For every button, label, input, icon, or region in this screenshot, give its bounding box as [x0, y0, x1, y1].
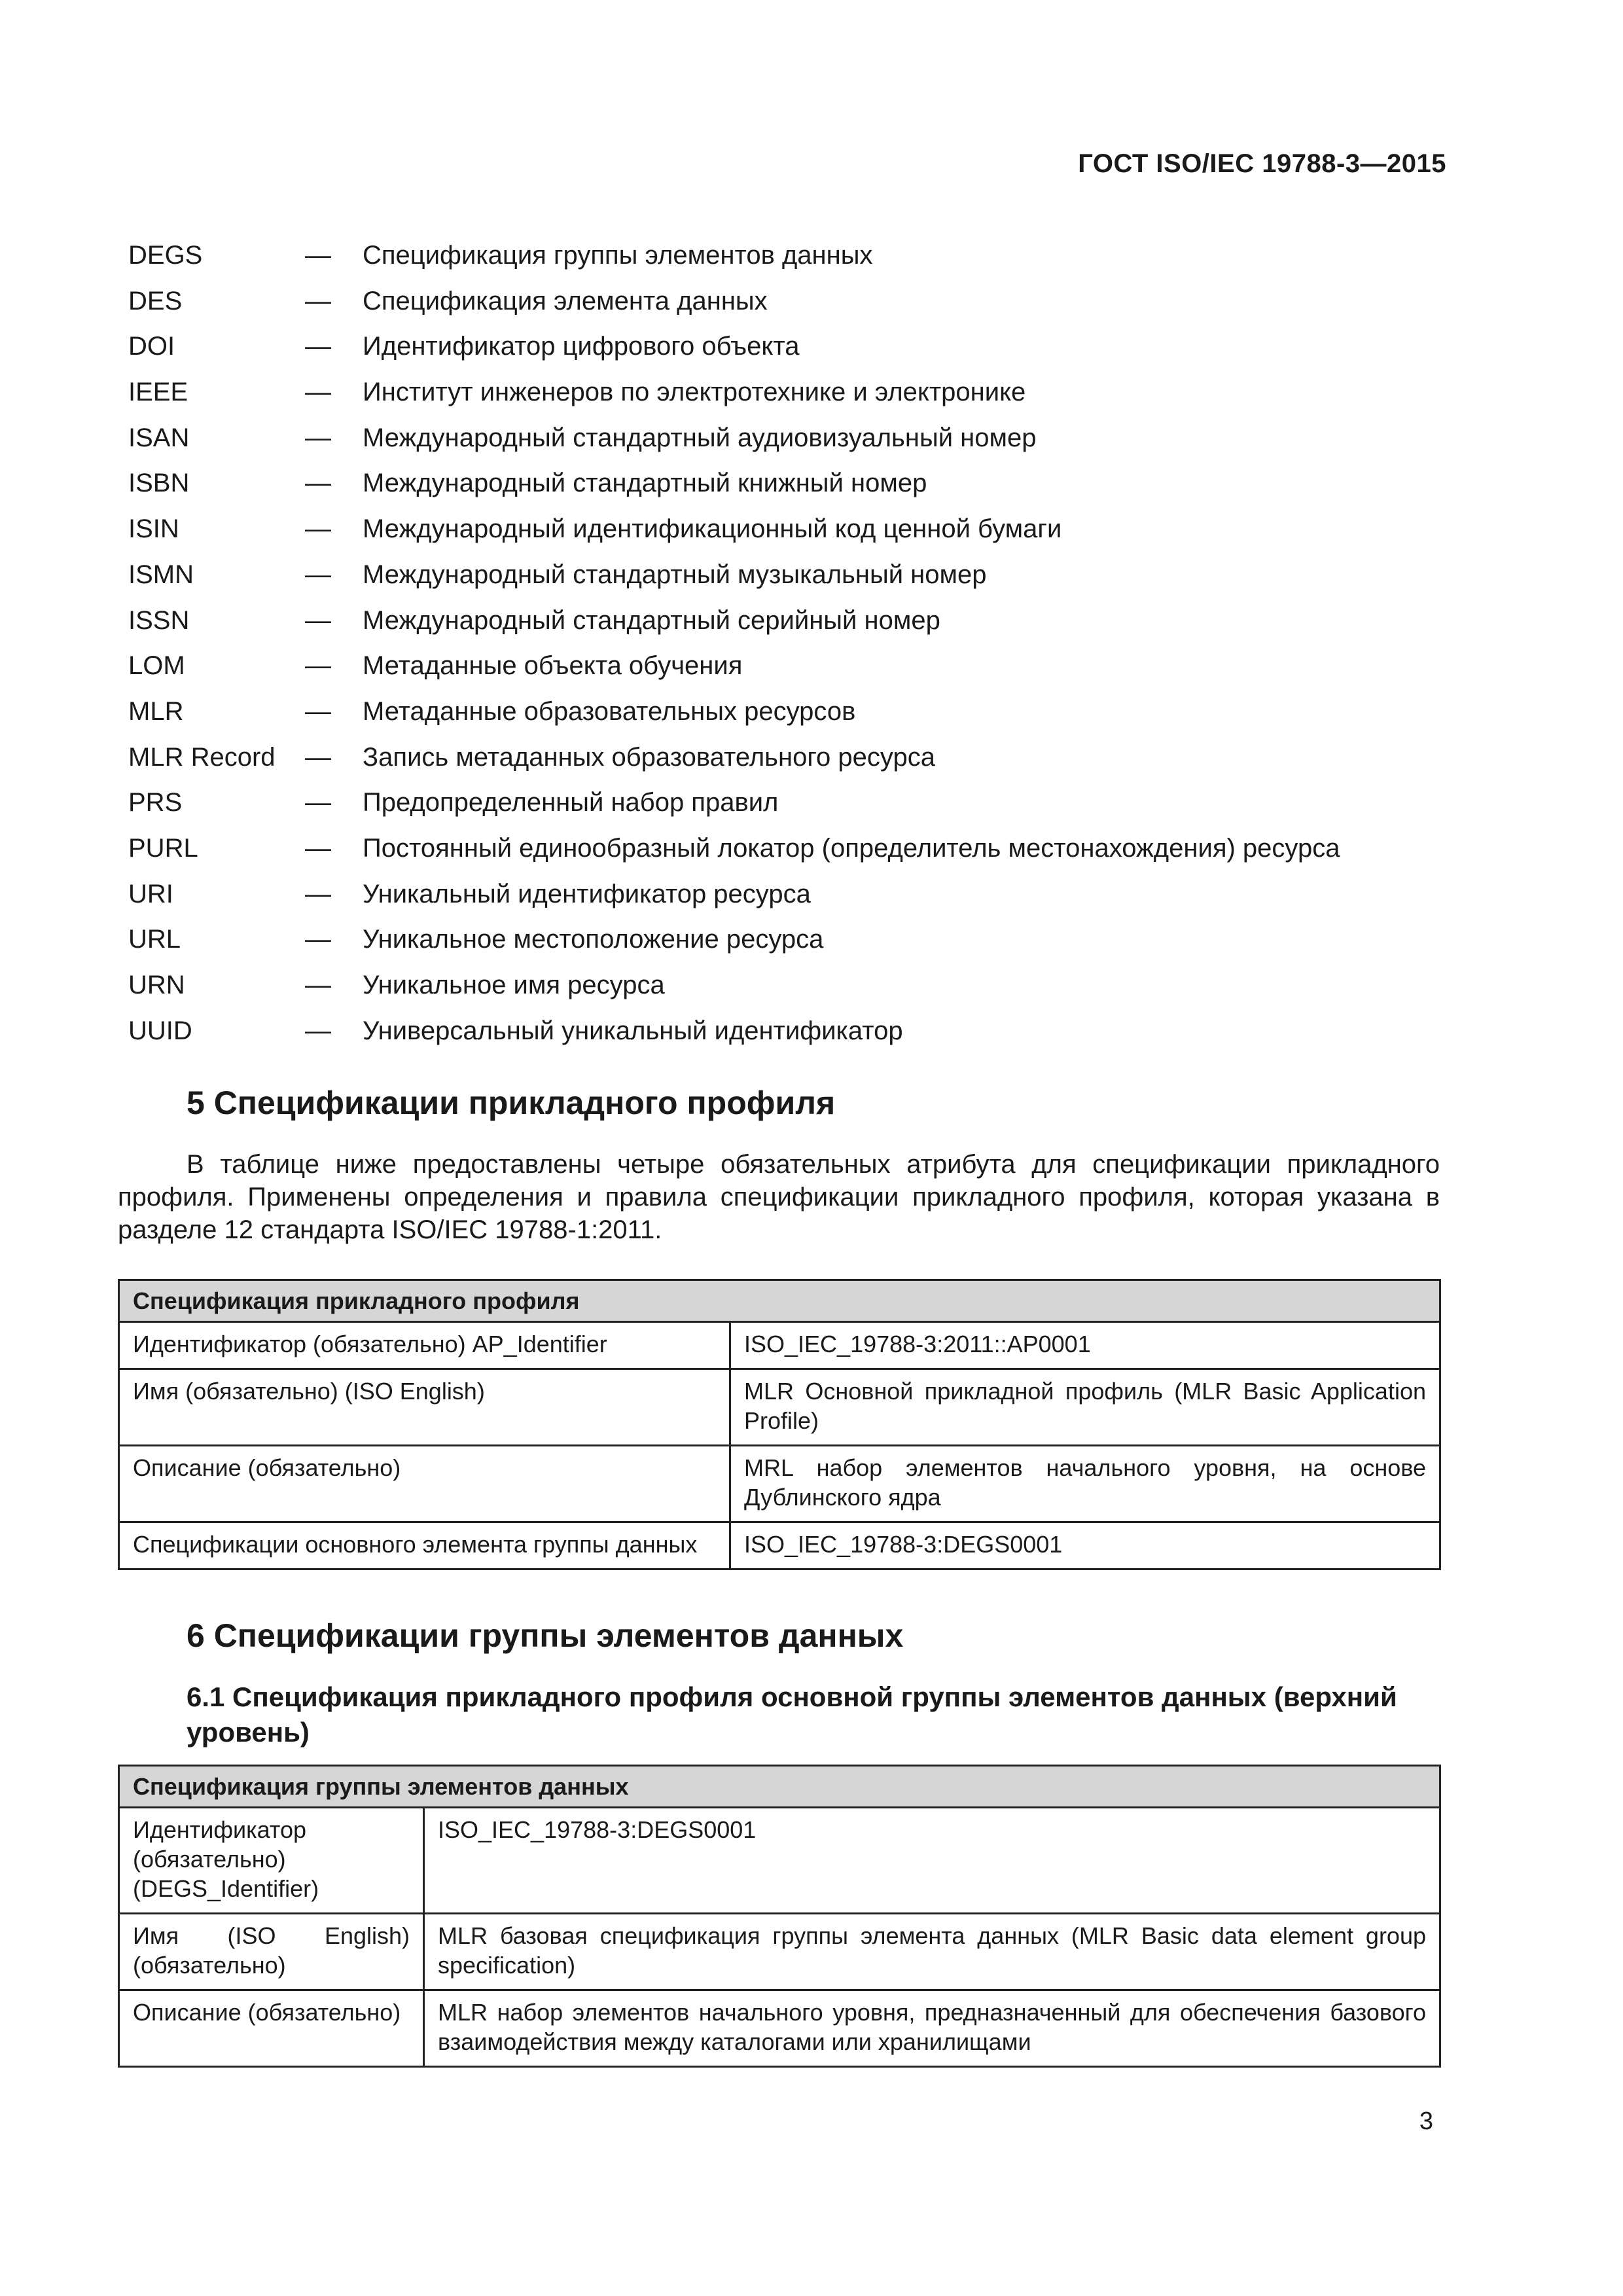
abbreviation-dash: — [305, 423, 331, 452]
document-id-header: ГОСТ ISO/IEC 19788-3—2015 [1078, 149, 1446, 178]
abbreviation-description: Международный идентификационный код ценной бумаги [363, 514, 1062, 544]
abbreviation-row [128, 780, 1437, 826]
attribute-label-cell: Описание (обязательно) [119, 1446, 730, 1522]
abbreviation-code: URL [128, 925, 181, 954]
abbreviation-dash: — [305, 286, 331, 315]
abbreviation-description: Международный стандартный аудиовизуальный номер [363, 423, 1037, 452]
section-5-paragraph: В таблице ниже предоставлены четыре обязательных атрибута для спецификации прикладного профиля. Применены определения и правила спецификации прикладного профиля, которая указана в разделе 12 стандарта ISO/IEC 19788-1:2011. [118, 1150, 1440, 1244]
table-row [119, 1446, 1440, 1522]
abbreviation-description: Спецификация элемента данных [363, 286, 768, 315]
attribute-value-cell: MRL набор элементов начального уровня, на основе Дублинского ядра [730, 1446, 1440, 1522]
abbreviation-dash: — [305, 332, 331, 361]
abbreviation-dash: — [305, 971, 331, 999]
attribute-value-cell: MLR базовая спецификация группы элемента данных (MLR Basic data element group specification) [424, 1914, 1440, 1990]
abbreviation-dash: — [305, 1016, 331, 1045]
table-row [119, 1990, 1440, 2067]
attribute-label-cell: Имя (обязательно) (ISO English) [119, 1369, 730, 1446]
abbreviation-row [128, 1009, 1437, 1054]
abbreviation-description: Метаданные объекта обучения [363, 651, 743, 681]
table-row [119, 1522, 1440, 1570]
abbreviation-dash: — [305, 651, 331, 681]
abbreviation-dash: — [305, 469, 331, 498]
attribute-value-cell: MLR набор элементов начального уровня, предназначенный для обеспечения базового взаимодействия между каталогами или хранилищами [424, 1990, 1440, 2067]
data-element-group-table [118, 1765, 1441, 2068]
abbreviation-code: ISAN [128, 423, 190, 452]
abbreviation-dash: — [305, 696, 331, 726]
abbreviation-code: PRS [128, 788, 183, 817]
abbreviation-dash: — [305, 788, 331, 817]
abbreviation-code: LOM [128, 651, 185, 681]
application-profile-table [118, 1279, 1441, 1570]
attribute-label-cell: Имя (ISO English) (обязательно) [119, 1914, 424, 1990]
abbreviation-code: DES [128, 286, 183, 315]
table-row [119, 1808, 1440, 1914]
abbreviation-description: Запись метаданных образовательного ресурса [363, 742, 935, 772]
abbreviation-description: Уникальное местоположение ресурса [363, 925, 824, 954]
attribute-label-cell: Идентификатор (обязательно) (DEGS_Identifier) [119, 1808, 424, 1914]
abbreviation-code: ISBN [128, 469, 190, 498]
attribute-value-cell: ISO_IEC_19788-3:DEGS0001 [730, 1522, 1440, 1570]
attribute-label-cell: Описание (обязательно) [119, 1990, 424, 2067]
abbreviation-code: ISMN [128, 560, 194, 589]
abbreviation-row [128, 416, 1437, 461]
abbreviation-description: Метаданные образовательных ресурсов [363, 696, 856, 726]
attribute-value-cell: ISO_IEC_19788-3:2011::AP0001 [730, 1322, 1440, 1369]
page-number: 3 [1419, 2108, 1433, 2135]
abbreviation-description: Спецификация группы элементов данных [363, 241, 873, 270]
abbreviation-code: UUID [128, 1016, 192, 1045]
abbreviation-dash: — [305, 378, 331, 407]
abbreviation-description: Предопределенный набор правил [363, 788, 779, 817]
abbreviation-row [128, 826, 1437, 872]
abbreviation-row [128, 643, 1437, 689]
abbreviation-row [128, 917, 1437, 963]
abbreviation-code: ISIN [128, 514, 179, 544]
table-row [119, 1322, 1440, 1369]
abbreviation-dash: — [305, 879, 331, 908]
table-header: Спецификация прикладного профиля [119, 1280, 1440, 1322]
abbreviation-row [128, 370, 1437, 416]
attribute-value-cell: ISO_IEC_19788-3:DEGS0001 [424, 1808, 1440, 1914]
abbreviation-row [128, 598, 1437, 644]
abbreviation-code: ISSN [128, 605, 190, 635]
attribute-label-cell: Идентификатор (обязательно) AP_Identifier [119, 1322, 730, 1369]
section-6-title: 6 Спецификации группы элементов данных [187, 1617, 904, 1654]
table-row [119, 1914, 1440, 1990]
abbreviation-description: Международный стандартный серийный номер [363, 605, 940, 635]
abbreviation-row [128, 963, 1437, 1009]
abbreviation-dash: — [305, 514, 331, 544]
abbreviation-row [128, 689, 1437, 735]
abbreviation-description: Постоянный единообразный локатор (определитель местонахождения) ресурса [363, 833, 1340, 863]
abbreviation-row [128, 552, 1437, 598]
abbreviation-dash: — [305, 742, 331, 772]
abbreviation-dash: — [305, 833, 331, 863]
abbreviation-description: Уникальное имя ресурса [363, 971, 665, 999]
attribute-label-cell: Спецификации основного элемента группы данных [119, 1522, 730, 1570]
abbreviation-code: MLR [128, 696, 184, 726]
section-5-title: 5 Спецификации прикладного профиля [187, 1085, 836, 1121]
abbreviation-dash: — [305, 560, 331, 589]
abbreviation-description: Институт инженеров по электротехнике и электронике [363, 378, 1026, 407]
abbreviation-dash: — [305, 925, 331, 954]
table-header: Спецификация группы элементов данных [119, 1766, 1440, 1808]
abbreviation-row [128, 279, 1437, 325]
abbreviation-row [128, 324, 1437, 370]
table-row [119, 1369, 1440, 1446]
abbreviation-row [128, 872, 1437, 918]
abbreviation-dash: — [305, 605, 331, 635]
abbreviation-row [128, 233, 1437, 279]
abbreviation-description: Уникальный идентификатор ресурса [363, 879, 811, 908]
abbreviation-description: Идентификатор цифрового объекта [363, 332, 800, 361]
abbreviation-code: DOI [128, 332, 175, 361]
abbreviation-description: Международный стандартный музыкальный номер [363, 560, 987, 589]
abbreviation-code: DEGS [128, 241, 203, 270]
abbreviation-row [128, 507, 1437, 552]
abbreviation-description: Универсальный уникальный идентификатор [363, 1016, 903, 1045]
abbreviation-code: PURL [128, 833, 198, 863]
subsection-6-1-title: 6.1 Спецификация прикладного профиля основной группы элементов данных (верхний уровень) [187, 1681, 1397, 1748]
abbreviation-dash: — [305, 241, 331, 270]
abbreviation-code: URN [128, 971, 185, 999]
abbreviation-description: Международный стандартный книжный номер [363, 469, 927, 498]
abbreviation-code: IEEE [128, 378, 188, 407]
abbreviation-code: MLR Record [128, 742, 276, 772]
abbreviation-row [128, 735, 1437, 781]
abbreviation-row [128, 461, 1437, 507]
abbreviation-list [128, 233, 1437, 1054]
abbreviation-code: URI [128, 879, 173, 908]
attribute-value-cell: MLR Основной прикладной профиль (MLR Basic Application Profile) [730, 1369, 1440, 1446]
